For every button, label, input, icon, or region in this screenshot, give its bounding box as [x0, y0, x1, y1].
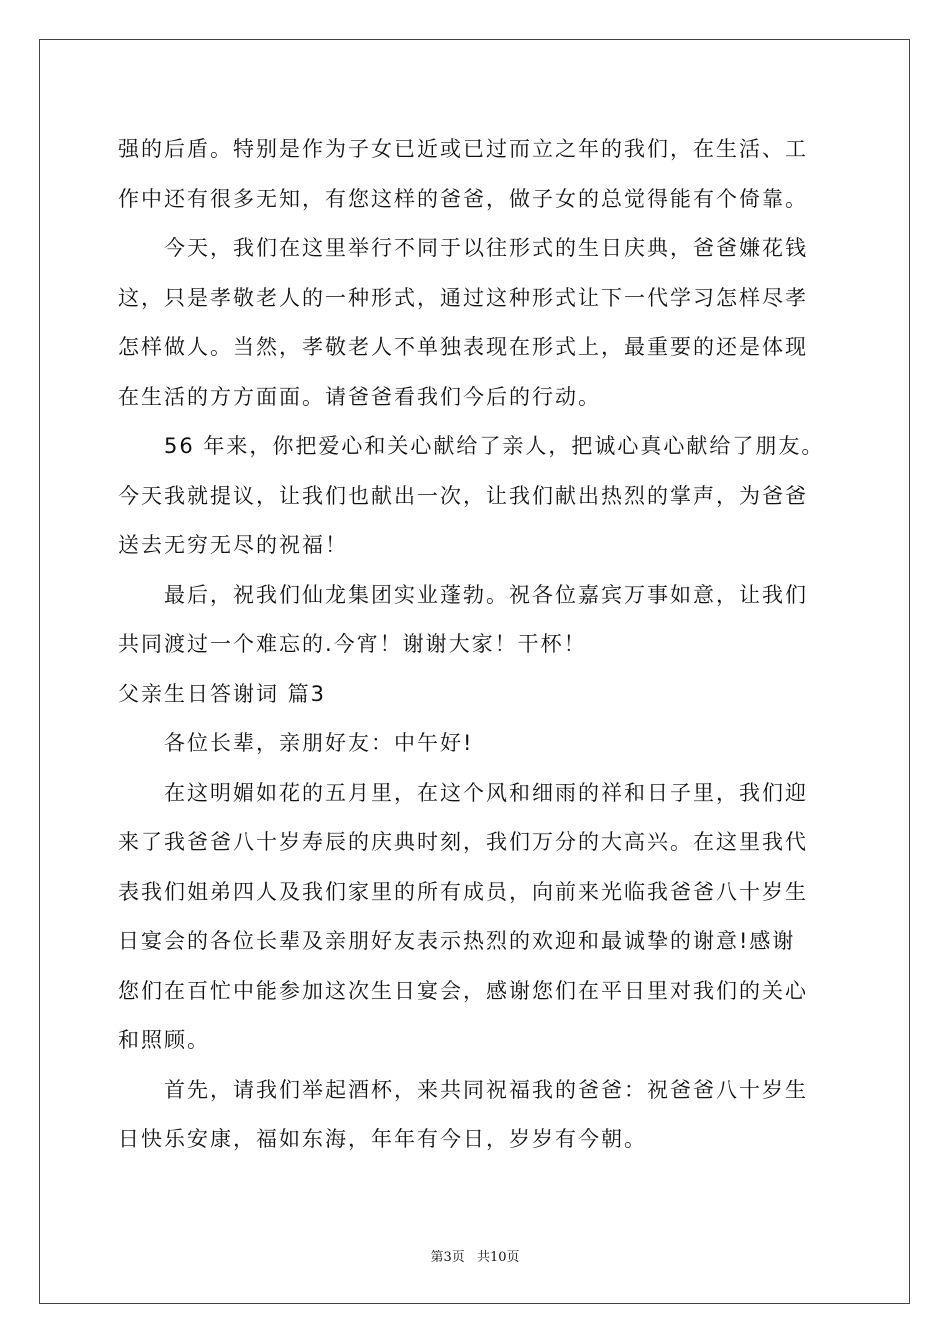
text-line: 共同渡过一个难忘的.今宵！谢谢大家！干杯！ [118, 632, 587, 656]
page-total: 共10页 [476, 1250, 520, 1265]
text-line: 强的后盾。特别是作为子女已近或已过而立之年的我们，在生活、工 [118, 137, 808, 161]
text-line: 和照顾。 [118, 1028, 210, 1052]
text-line: 56 年来，你把爱心和关心献给了亲人，把诚心真心献给了朋友。 [164, 434, 825, 458]
document-body [118, 125, 838, 1165]
text-line: 这，只是孝敬老人的一种形式，通过这种形式让下一代学习怎样尽孝 [118, 285, 808, 310]
text-line: 各位长辈，亲朋好友：中午好! [164, 731, 474, 755]
page-footer [0, 1246, 950, 1265]
text-line: 日快乐安康，福如东海，年年有今日，岁岁有今朝。 [118, 1127, 647, 1151]
text-line: 作中还有很多无知，有您这样的爸爸，做子女的总觉得能有个倚靠。 [118, 186, 808, 211]
text-line: 送去无穷无尽的祝福！ [118, 533, 348, 557]
text-line: 日宴会的各位长辈及亲朋好友表示热烈的欢迎和最诚挚的谢意!感谢 [118, 929, 796, 953]
text-line: 父亲生日答谢词 篇3 [118, 681, 327, 706]
text-line: 表我们姐弟四人及我们家里的所有成员，向前来光临我爸爸八十岁生 [118, 879, 808, 904]
text-line: 今天我就提议，让我们也献出一次，让我们献出热烈的掌声，为爸爸 [118, 483, 808, 508]
text-line: 最后，祝我们仙龙集团实业蓬勃。祝各位嘉宾万事如意，让我们 [164, 582, 808, 607]
text-line: 您们在百忙中能参加这次生日宴会，感谢您们在平日里对我们的关心 [118, 978, 808, 1003]
text-line: 今天，我们在这里举行不同于以往形式的生日庆典，爸爸嫌花钱 [164, 236, 808, 260]
text-line: 来了我爸爸八十岁寿辰的庆典时刻，我们万分的大高兴。在这里我代 [118, 830, 808, 854]
text-line: 在这明媚如花的五月里，在这个风和细雨的祥和日子里，我们迎 [164, 780, 808, 805]
page-number: 第3页 [430, 1250, 465, 1265]
text-line: 怎样做人。当然，孝敬老人不单独表现在形式上，最重要的还是体现 [118, 335, 808, 359]
text-line: 在生活的方方面面。请爸爸看我们今后的行动。 [118, 384, 601, 409]
text-line: 首先，请我们举起酒杯，来共同祝福我的爸爸：祝爸爸八十岁生 [164, 1077, 808, 1102]
